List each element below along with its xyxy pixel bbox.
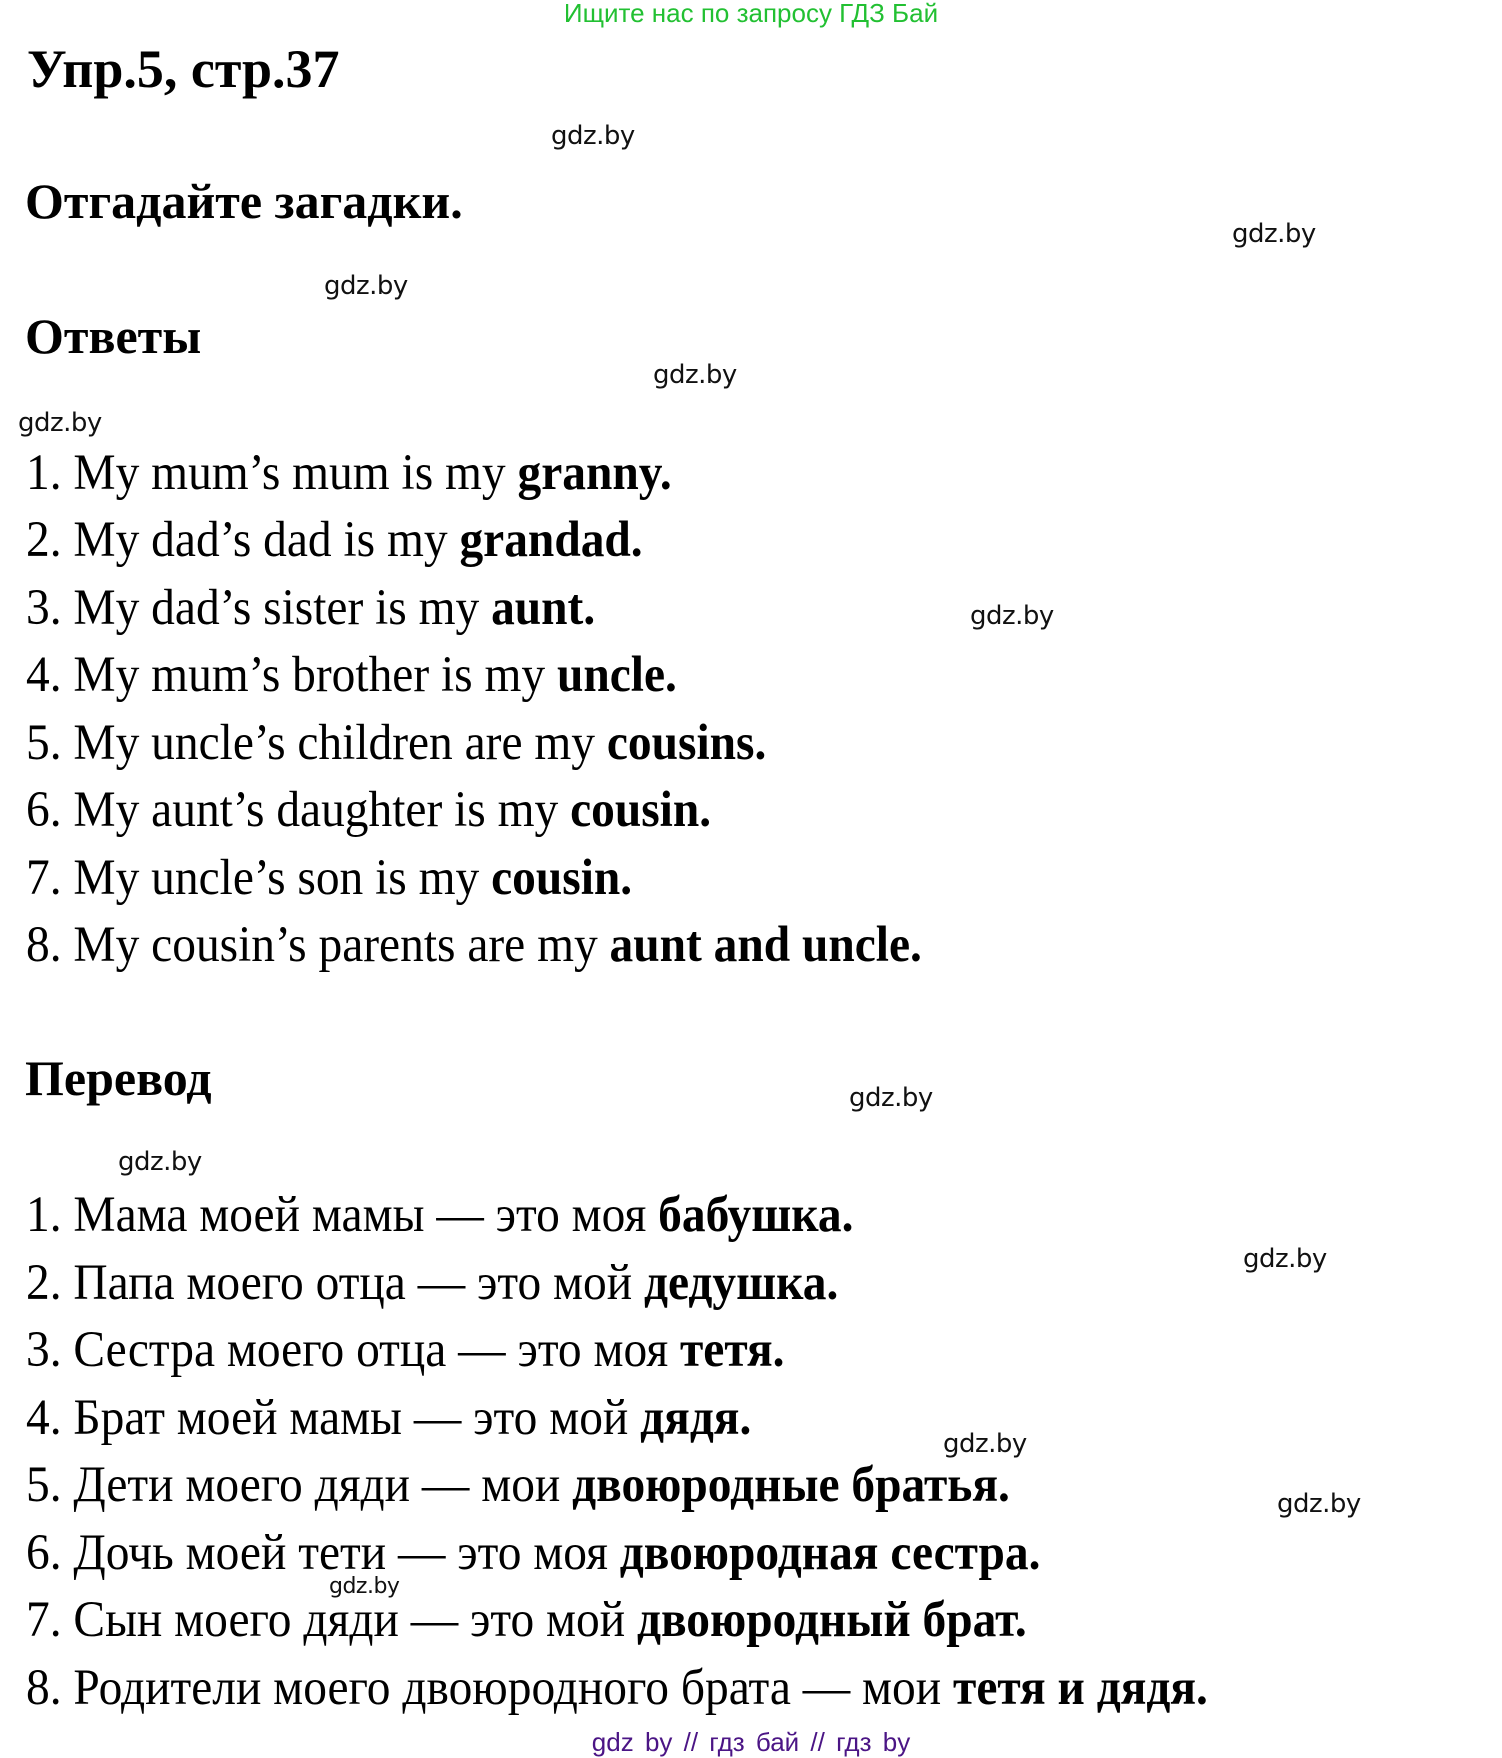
answer-word: cousins. [606, 715, 767, 771]
answer-item: 6. My aunt’s daughter is my cousin. [26, 782, 712, 838]
answer-item: 4. My mum’s brother is my uncle. [26, 647, 677, 703]
watermark: gdz.by [118, 1147, 202, 1177]
watermark: gdz.by [1232, 219, 1316, 249]
answer-word: granny. [517, 445, 672, 501]
watermark: gdz.by [943, 1429, 1027, 1459]
watermark: gdz.by [329, 1574, 400, 1599]
watermark: gdz.by [1277, 1489, 1361, 1519]
translation-item: 7. Сын моего дяди — это мой двоюродный брат. [26, 1592, 1027, 1648]
page-title: Упр.5, стр.37 [27, 39, 340, 99]
translation-item: 6. Дочь моей тети — это моя двоюродная сестра. [26, 1525, 1041, 1581]
answer-word: тетя и дядя. [953, 1660, 1208, 1716]
answer-item: 1. My mum’s mum is my granny. [26, 445, 672, 501]
answer-word: uncle. [556, 647, 677, 703]
translation-item: 3. Сестра моего отца — это моя тетя. [26, 1322, 785, 1378]
translation-item: 5. Дети моего дяди — мои двоюродные братья. [26, 1457, 1010, 1513]
answers-heading: Ответы [25, 308, 202, 364]
watermark: gdz.by [653, 360, 737, 390]
answer-word: двоюродный брат. [636, 1592, 1027, 1648]
watermark: gdz.by [18, 408, 102, 438]
watermark: gdz.by [970, 601, 1054, 631]
answer-word: двоюродная сестра. [619, 1525, 1041, 1581]
answer-item: 5. My uncle’s children are my cousins. [26, 715, 767, 771]
answer-word: дедушка. [644, 1255, 839, 1311]
answer-word: двоюродные братья. [572, 1457, 1010, 1513]
watermark: gdz.by [551, 121, 635, 151]
translation-item: 4. Брат моей мамы — это мой дядя. [26, 1390, 752, 1446]
watermark: gdz.by [324, 271, 408, 301]
watermark: gdz.by [849, 1083, 933, 1113]
translation-item: 2. Папа моего отца — это мой дедушка. [26, 1255, 839, 1311]
footer-note: gdz by // гдз бай // гдз by [591, 1727, 911, 1757]
answer-word: aunt. [491, 580, 596, 636]
translation-item: 1. Мама моей мамы — это моя бабушка. [26, 1187, 854, 1243]
answer-word: бабушка. [658, 1187, 854, 1243]
answer-word: grandad. [459, 512, 643, 568]
task-heading: Отгадайте загадки. [25, 173, 463, 229]
answer-item: 8. My cousin’s parents are my aunt and uncle. [26, 917, 922, 973]
answer-word: cousin. [570, 782, 712, 838]
answer-item: 2. My dad’s dad is my grandad. [26, 512, 643, 568]
watermark: gdz.by [1243, 1244, 1327, 1274]
answer-item: 3. My dad’s sister is my aunt. [26, 580, 596, 636]
translation-item: 8. Родители моего двоюродного брата — мои тетя и дядя. [26, 1660, 1208, 1716]
answer-word: cousin. [491, 850, 633, 906]
translation-heading: Перевод [25, 1050, 212, 1106]
answer-word: тетя. [679, 1322, 785, 1378]
answer-item: 7. My uncle’s son is my cousin. [26, 850, 633, 906]
answer-word: дядя. [640, 1390, 752, 1446]
header-search-note: Ищите нас по запросу ГДЗ Бай [563, 0, 939, 28]
answer-word: aunt and uncle. [609, 917, 922, 973]
